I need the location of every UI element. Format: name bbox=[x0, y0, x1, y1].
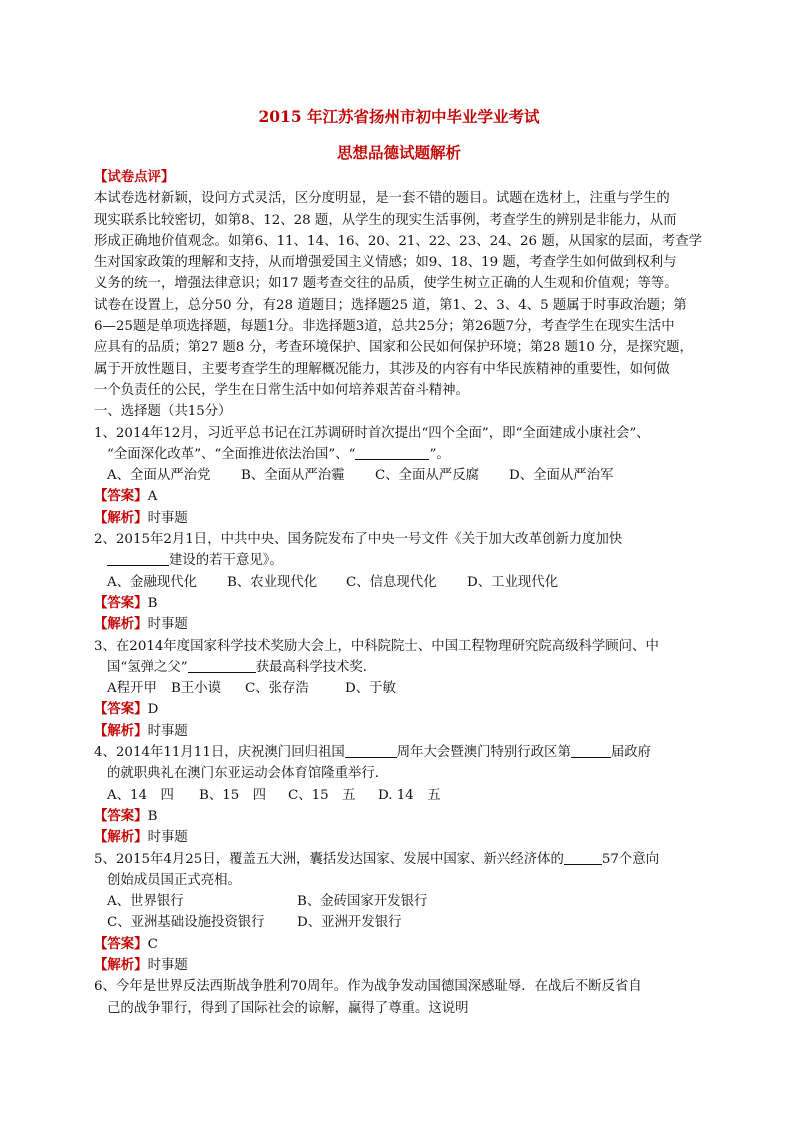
answer-label: 【答案】 bbox=[94, 594, 148, 611]
option-grid bbox=[94, 891, 704, 934]
review-line: 形成正确地价值观念。如第6、11、14、16、20、21、22、23、24、26 题，从国家的层面，考查学 bbox=[94, 233, 703, 249]
option-row bbox=[94, 785, 704, 806]
option-c: C、亚洲基础设施投资银行 bbox=[107, 915, 265, 931]
question-stem: 2、2015年2月1日，中共中央、国务院发布了中央一号文件《关于加大改革创新力度加快 bbox=[94, 532, 623, 548]
answer-blank bbox=[107, 551, 169, 566]
option-b: B王小谟 bbox=[171, 681, 222, 697]
option-d: D、于敏 bbox=[345, 681, 396, 697]
question-stem bbox=[94, 742, 704, 763]
answer-blank bbox=[355, 445, 429, 460]
option-d: D、全面从严治军 bbox=[509, 468, 614, 484]
answer-label: 【答案】 bbox=[94, 807, 148, 824]
answer-line bbox=[94, 699, 704, 720]
stem-text: 建设的若干意见》。 bbox=[169, 553, 283, 569]
analysis-label: 【解析】 bbox=[94, 509, 148, 526]
question-2 bbox=[94, 529, 704, 635]
analysis-value: 时事题 bbox=[147, 957, 188, 973]
stem-text: 5、2015年4月25日，覆盖五大洲，囊括发达国家、发展中国家、新兴经济体的 bbox=[94, 851, 564, 867]
answer-value: D bbox=[147, 702, 159, 718]
answer-value: B bbox=[147, 595, 158, 611]
option-row bbox=[94, 572, 704, 593]
answer-value: B bbox=[147, 808, 158, 824]
exam-subtitle: 思想品德试题解析 bbox=[336, 143, 461, 162]
stem-text: “全面深化改革”、“全面推进依法治国”、“ bbox=[107, 446, 356, 462]
option-row bbox=[94, 678, 704, 699]
review-line: 试卷在设置上，总分50 分，有28 道题目；选择题25 道，第1、2、3、4、5 题属于时事政治题；第 bbox=[94, 297, 687, 313]
option-c: C、张存浩 bbox=[245, 681, 309, 697]
answer-blank bbox=[571, 743, 611, 758]
option-a: A、14 四 bbox=[107, 787, 174, 803]
stem-text: 4、2014年11月11日，庆祝澳门回归祖国 bbox=[94, 745, 345, 761]
question-6 bbox=[94, 976, 704, 1019]
question-stem-cont bbox=[94, 550, 704, 571]
answer-label: 【答案】 bbox=[94, 935, 148, 952]
review-body bbox=[94, 188, 704, 401]
stem-text: 届政府 bbox=[610, 745, 652, 761]
analysis-line bbox=[94, 955, 704, 976]
question-stem-cont: 己的战争罪行，得到了国际社会的谅解，赢得了尊重。这说明 bbox=[107, 1000, 469, 1016]
question-1 bbox=[94, 423, 704, 529]
review-line: 属于开放性题目，主要考查学生的理解概况能力，其涉及的内容有中华民族精神的重要性，如何做 bbox=[94, 361, 670, 377]
review-line: 现实联系比较密切，如第8、12、28 题，从学生的现实生活事例，考查学生的辨别是非能力，从而 bbox=[94, 212, 677, 228]
analysis-value: 时事题 bbox=[147, 510, 188, 526]
analysis-line bbox=[94, 508, 704, 529]
question-stem-cont bbox=[94, 444, 704, 465]
option-a: A、世界银行 bbox=[107, 894, 184, 910]
answer-label: 【答案】 bbox=[94, 488, 148, 505]
answer-label: 【答案】 bbox=[94, 701, 148, 718]
stem-text: 获最高科学技术奖． bbox=[255, 659, 377, 675]
answer-value: C bbox=[147, 936, 158, 952]
stem-text: 国“氢弹之父” bbox=[107, 659, 188, 675]
option-row bbox=[94, 465, 704, 486]
option-d: D、亚洲开发银行 bbox=[297, 915, 402, 931]
analysis-line bbox=[94, 721, 704, 742]
review-label: 【试卷点评】 bbox=[94, 169, 175, 185]
review-line: 生对国家政策的理解和支持，从而增强爱国主义情感；如9、18、19 题，考查学生如何做到权利与 bbox=[94, 255, 677, 271]
answer-line bbox=[94, 806, 704, 827]
stem-text: 周年大会暨澳门特别行政区第 bbox=[396, 745, 571, 761]
exam-title: 2015 年江苏省扬州市初中毕业学业考试 bbox=[258, 107, 540, 126]
answer-blank bbox=[345, 743, 397, 758]
question-stem: 1、2014年12月，习近平总书记在江苏调研时首次提出“四个全面”，即“全面建成小康社会”、 bbox=[94, 425, 650, 441]
review-line: 一个负责任的公民，学生在日常生活中如何培养艰苦奋斗精神。 bbox=[94, 382, 469, 398]
section-heading: 一、选择题（共15分） bbox=[94, 404, 232, 420]
answer-blank bbox=[188, 658, 256, 673]
option-d: D、工业现代化 bbox=[467, 574, 559, 590]
question-3 bbox=[94, 636, 704, 742]
option-b: B、15 四 bbox=[199, 787, 267, 803]
question-4 bbox=[94, 742, 704, 848]
review-line: 本试卷选材新颖，设问方式灵活，区分度明显，是一套不错的题目。试题在选材上，注重与学生的 bbox=[94, 191, 670, 207]
question-stem-cont: 的就职典礼在澳门东亚运动会体育馆隆重举行． bbox=[107, 766, 389, 782]
stem-text: ”。 bbox=[429, 446, 450, 462]
analysis-label: 【解析】 bbox=[94, 956, 148, 973]
option-c: C、全面从严反腐 bbox=[375, 468, 479, 484]
analysis-value: 时事题 bbox=[147, 830, 188, 846]
stem-text: 57个意向 bbox=[601, 851, 660, 867]
option-a: A程开甲 bbox=[107, 681, 157, 697]
review-line: 应具有的品质；第27 题8 分，考查环境保护、国家和公民如何保护环境；第28 题10 分，是探究题， bbox=[94, 340, 693, 356]
option-c: C、15 五 bbox=[288, 787, 356, 803]
analysis-label: 【解析】 bbox=[94, 722, 148, 739]
question-5 bbox=[94, 849, 704, 977]
question-stem-cont bbox=[94, 657, 704, 678]
option-b: B、农业现代化 bbox=[227, 574, 318, 590]
option-b: B、全面从严治霾 bbox=[241, 468, 345, 484]
review-line: 6—25题是单项选择题，每题1分。非选择题3道，总共25分；第26题7分，考查学生在现实生活中 bbox=[94, 319, 675, 335]
answer-value: A bbox=[147, 489, 158, 505]
option-a: A、金融现代化 bbox=[107, 574, 198, 590]
option-a: A、全面从严治党 bbox=[107, 468, 211, 484]
exam-page bbox=[94, 100, 704, 1019]
question-stem-cont: 创始成员国正式亮相。 bbox=[107, 872, 241, 888]
answer-line bbox=[94, 934, 704, 955]
option-b: B、金砖国家开发银行 bbox=[297, 894, 428, 910]
analysis-line bbox=[94, 614, 704, 635]
option-c: C、信息现代化 bbox=[346, 574, 437, 590]
analysis-value: 时事题 bbox=[147, 617, 188, 633]
question-stem bbox=[94, 849, 704, 870]
answer-blank bbox=[564, 850, 602, 865]
review-line: 义务的统一，增强法律意识；如17 题考查交往的品质，使学生树立正确的人生观和价值观；等等。 bbox=[94, 276, 678, 292]
analysis-label: 【解析】 bbox=[94, 616, 148, 633]
question-stem: 6、今年是世界反法西斯战争胜利70周年。作为战争发动国德国深感耻辱．在战后不断反省自 bbox=[94, 979, 642, 995]
analysis-line bbox=[94, 827, 704, 848]
option-d: D. 14 五 bbox=[378, 787, 441, 803]
analysis-label: 【解析】 bbox=[94, 829, 148, 846]
question-stem: 3、在2014年度国家科学技术奖励大会上，中科院院士、中国工程物理研究院高级科学顾问、中 bbox=[94, 638, 659, 654]
analysis-value: 时事题 bbox=[147, 723, 188, 739]
answer-line bbox=[94, 486, 704, 507]
answer-line bbox=[94, 593, 704, 614]
